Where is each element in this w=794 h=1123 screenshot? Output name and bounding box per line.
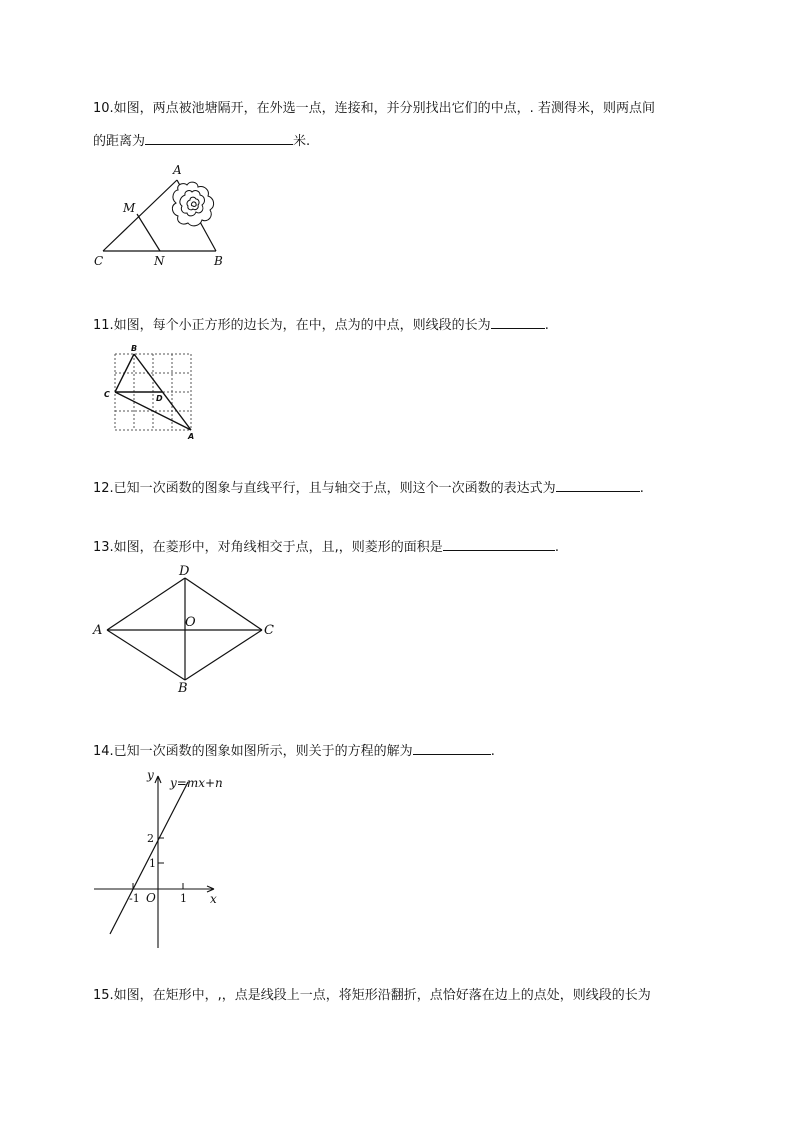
q10-prefix: 的距离为 (93, 134, 146, 149)
q13-side-dc (185, 578, 262, 630)
q14-label-one-y: 1 (149, 857, 156, 870)
q14-figure (90, 766, 240, 956)
q13-label-o: O (185, 615, 196, 630)
q12-answer-blank (556, 479, 640, 492)
q14-label-one-x: 1 (180, 892, 187, 905)
q14-label-origin: O (146, 891, 156, 905)
q14-label-x: x (210, 892, 217, 906)
q13-label-a: A (93, 623, 103, 638)
q10-segment-mn (137, 214, 160, 251)
q13-label-b: B (178, 681, 188, 696)
q14-label-equation: y=mx+n (170, 776, 223, 790)
q11-label-d: D (156, 394, 163, 403)
q10-label-c: C (94, 254, 104, 268)
q14-answer-blank (413, 742, 491, 755)
q11-text (93, 316, 549, 334)
q10-label-m: M (123, 201, 136, 215)
q14-suffix: . (490, 744, 495, 759)
q13-answer-blank (443, 538, 555, 551)
q11-prefix: 11.如图，每个小正方形的边长为，在中，点为的中点，则线段的长为 (93, 318, 491, 333)
q13-text (93, 538, 559, 556)
q10-text-line2 (93, 132, 310, 150)
q13-side-ba (107, 630, 185, 680)
q13-suffix: . (554, 540, 559, 555)
q11-suffix: . (544, 318, 549, 333)
q15-text: 15.如图，在矩形中，,，点是线段上一点，将矩形沿翻折，点恰好落在边上的点处，则线段的长为 (93, 988, 651, 1003)
q12-text (93, 479, 644, 497)
q11-answer-blank (491, 316, 545, 329)
q10-suffix: 米. (293, 134, 311, 149)
q13-prefix: 13.如图，在菱形中，对角线相交于点，且,，则菱形的面积是 (93, 540, 443, 555)
q11-label-c: C (104, 390, 110, 399)
q10-label-a: A (173, 163, 182, 177)
q14-label-two: 2 (147, 832, 154, 845)
q14-prefix: 14.已知一次函数的图象如图所示，则关于的方程的解为 (93, 744, 413, 759)
q14-text (93, 742, 495, 760)
q10-segment-ca (103, 180, 177, 251)
q10-label-b: B (214, 254, 223, 268)
q13-figure (90, 564, 290, 696)
q12-prefix: 12.已知一次函数的图象与直线平行，且与轴交于点，则这个一次函数的表达式为 (93, 481, 556, 496)
q10-figure (90, 160, 240, 272)
q14-label-y: y (147, 768, 154, 782)
q13-side-ad (107, 578, 185, 630)
q10-answer-blank (145, 132, 293, 145)
q13-label-d: D (179, 564, 190, 579)
q11-label-b: B (131, 344, 138, 353)
q10-label-n: N (154, 254, 165, 268)
q12-suffix: . (639, 481, 644, 496)
q11-figure (100, 344, 200, 444)
q13-side-cb (185, 630, 262, 680)
q10-text-line1: 10.如图，两点被池塘隔开，在外选一点，连接和，并分别找出它们的中点，. 若测得米，则两点间 (93, 101, 655, 116)
q13-label-c: C (264, 623, 274, 638)
q11-label-a: A (188, 432, 195, 441)
q14-label-neg-one: -1 (129, 892, 140, 905)
pond-icon (172, 182, 213, 226)
